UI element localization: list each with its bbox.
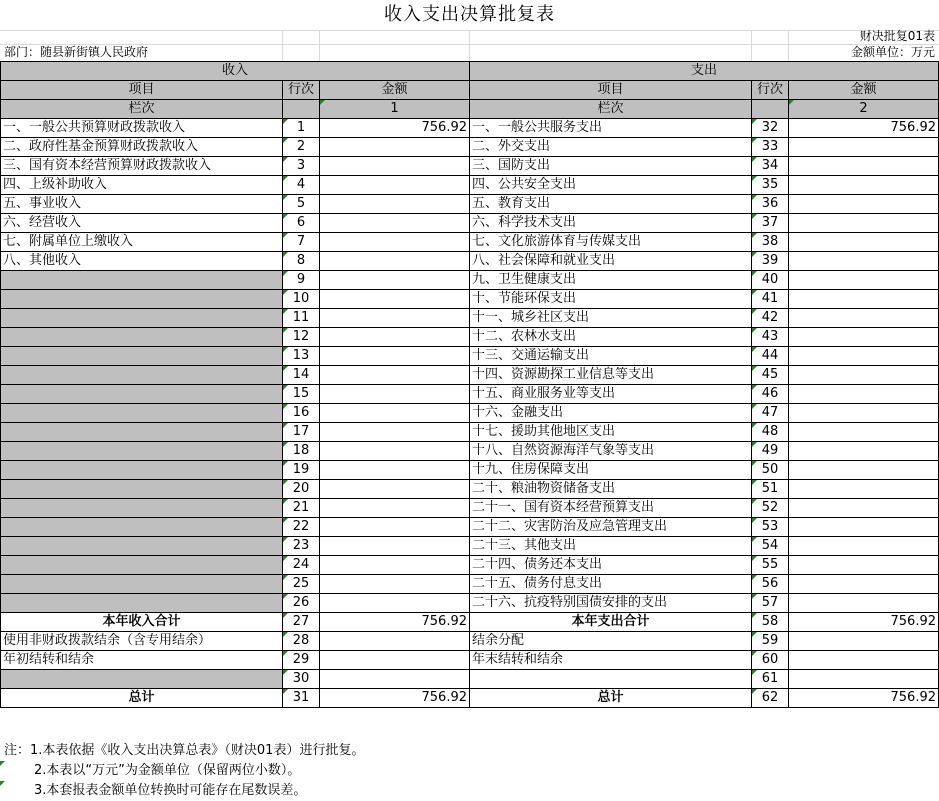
expense-amount-cell bbox=[789, 385, 939, 404]
table-row bbox=[1, 613, 939, 632]
income-item-cell bbox=[1, 461, 283, 480]
expense-amount-cell bbox=[789, 556, 939, 575]
income-rowno-cell: 21 bbox=[283, 499, 320, 518]
income-amount-cell bbox=[320, 328, 470, 347]
income-rowno-cell: 12 bbox=[283, 328, 320, 347]
income-item-cell bbox=[1, 537, 283, 556]
income-rowno-cell: 19 bbox=[283, 461, 320, 480]
expense-rowno-cell: 37 bbox=[752, 214, 789, 233]
table-row bbox=[1, 328, 939, 347]
expense-rowno-cell: 49 bbox=[752, 442, 789, 461]
expense-item-cell: 七、文化旅游体育与传媒支出 bbox=[470, 233, 752, 252]
expense-amount-cell: 756.92 bbox=[789, 613, 939, 632]
table-row bbox=[1, 214, 939, 233]
income-item-cell bbox=[1, 594, 283, 613]
table-row bbox=[1, 442, 939, 461]
expense-rowno-cell: 41 bbox=[752, 290, 789, 309]
note-2: 2.本表以“万元”为金额单位（保留两位小数）。 bbox=[34, 763, 301, 778]
expense-item-cell: 二十、粮油物资储备支出 bbox=[470, 480, 752, 499]
expense-rowno-cell: 35 bbox=[752, 176, 789, 195]
income-rowno-cell: 28 bbox=[283, 632, 320, 651]
income-amount-cell bbox=[320, 556, 470, 575]
income-section-header: 收入 bbox=[1, 62, 470, 81]
income-rowno-cell: 25 bbox=[283, 575, 320, 594]
income-item-cell bbox=[1, 442, 283, 461]
note-flag-marker bbox=[0, 761, 5, 766]
expense-amount-cell bbox=[789, 594, 939, 613]
expense-item-cell: 六、科学技术支出 bbox=[470, 214, 752, 233]
expense-rowno-cell: 53 bbox=[752, 518, 789, 537]
expense-amount-cell bbox=[789, 670, 939, 689]
income-item-cell: 八、其他收入 bbox=[1, 252, 283, 271]
income-item-cell: 五、事业收入 bbox=[1, 195, 283, 214]
budget-table bbox=[0, 61, 939, 708]
income-item-cell: 年初结转和结余 bbox=[1, 651, 283, 670]
income-item-cell bbox=[1, 499, 283, 518]
expense-rowno-cell: 57 bbox=[752, 594, 789, 613]
table-row bbox=[1, 499, 939, 518]
table-row bbox=[1, 347, 939, 366]
expense-item-cell: 十九、住房保障支出 bbox=[470, 461, 752, 480]
table-row bbox=[1, 480, 939, 499]
income-item-cell: 本年收入合计 bbox=[1, 613, 283, 632]
expense-item-cell: 二十四、债务还本支出 bbox=[470, 556, 752, 575]
expense-col-empty bbox=[752, 100, 789, 119]
expense-item-cell: 二十六、抗疫特别国债安排的支出 bbox=[470, 594, 752, 613]
expense-rowno-cell: 39 bbox=[752, 252, 789, 271]
expense-rowno-cell: 38 bbox=[752, 233, 789, 252]
expense-item-cell: 三、国防支出 bbox=[470, 157, 752, 176]
expense-section-header: 支出 bbox=[470, 62, 939, 81]
expense-rowno-cell: 47 bbox=[752, 404, 789, 423]
expense-item-cell: 二十五、债务付息支出 bbox=[470, 575, 752, 594]
income-item-cell bbox=[1, 670, 283, 689]
income-amount-header: 金额 bbox=[320, 81, 470, 100]
income-rowno-cell: 17 bbox=[283, 423, 320, 442]
income-item-cell bbox=[1, 404, 283, 423]
expense-amount-cell: 756.92 bbox=[789, 689, 939, 708]
expense-amount-cell bbox=[789, 366, 939, 385]
income-amount-cell bbox=[320, 214, 470, 233]
income-item-cell bbox=[1, 290, 283, 309]
expense-amount-cell: 756.92 bbox=[789, 119, 939, 138]
table-row bbox=[1, 290, 939, 309]
income-col-empty bbox=[283, 100, 320, 119]
income-rowno-cell: 10 bbox=[283, 290, 320, 309]
income-col-label: 栏次 bbox=[1, 100, 283, 119]
income-amount-cell bbox=[320, 594, 470, 613]
expense-item-cell: 八、社会保障和就业支出 bbox=[470, 252, 752, 271]
table-row bbox=[1, 119, 939, 138]
income-amount-cell bbox=[320, 233, 470, 252]
expense-item-cell: 二十一、国有资本经营预算支出 bbox=[470, 499, 752, 518]
table-row bbox=[1, 404, 939, 423]
income-rowno-cell: 7 bbox=[283, 233, 320, 252]
expense-rowno-cell: 45 bbox=[752, 366, 789, 385]
income-amount-cell bbox=[320, 157, 470, 176]
expense-item-cell: 二十二、灾害防治及应急管理支出 bbox=[470, 518, 752, 537]
table-row bbox=[1, 632, 939, 651]
expense-amount-cell bbox=[789, 404, 939, 423]
expense-item-cell: 十五、商业服务业等支出 bbox=[470, 385, 752, 404]
table-row bbox=[1, 575, 939, 594]
expense-amount-cell bbox=[789, 423, 939, 442]
expense-item-cell: 四、公共安全支出 bbox=[470, 176, 752, 195]
expense-amount-cell bbox=[789, 480, 939, 499]
income-rowno-cell: 26 bbox=[283, 594, 320, 613]
income-item-cell: 六、经营收入 bbox=[1, 214, 283, 233]
income-amount-cell bbox=[320, 670, 470, 689]
expense-rowno-cell: 59 bbox=[752, 632, 789, 651]
note-1: 注：1.本表依据《收入支出决算总表》（财决01表）进行批复。 bbox=[4, 743, 365, 758]
expense-amount-cell bbox=[789, 214, 939, 233]
expense-amount-cell bbox=[789, 195, 939, 214]
expense-item-cell bbox=[470, 670, 752, 689]
expense-rowno-cell: 60 bbox=[752, 651, 789, 670]
expense-amount-cell bbox=[789, 290, 939, 309]
income-amount-cell: 756.92 bbox=[320, 613, 470, 632]
table-row bbox=[1, 138, 939, 157]
expense-rowno-cell: 51 bbox=[752, 480, 789, 499]
income-amount-cell bbox=[320, 252, 470, 271]
notes bbox=[4, 741, 364, 801]
expense-rowno-cell: 61 bbox=[752, 670, 789, 689]
income-item-cell bbox=[1, 271, 283, 290]
expense-rowno-cell: 58 bbox=[752, 613, 789, 632]
table-row bbox=[1, 157, 939, 176]
income-rowno-cell: 30 bbox=[283, 670, 320, 689]
income-amount-cell bbox=[320, 404, 470, 423]
income-rowno-cell: 8 bbox=[283, 252, 320, 271]
page-title: 收入支出决算批复表 bbox=[384, 4, 555, 25]
table-row bbox=[1, 670, 939, 689]
note-flag-marker bbox=[0, 781, 5, 786]
income-rowno-cell: 11 bbox=[283, 309, 320, 328]
expense-rowno-cell: 34 bbox=[752, 157, 789, 176]
income-item-cell bbox=[1, 518, 283, 537]
income-amount-cell bbox=[320, 442, 470, 461]
income-amount-cell bbox=[320, 537, 470, 556]
income-rowno-header: 行次 bbox=[283, 81, 320, 100]
expense-item-cell: 十四、资源勘探工业信息等支出 bbox=[470, 366, 752, 385]
expense-rowno-cell: 43 bbox=[752, 328, 789, 347]
expense-item-cell: 本年支出合计 bbox=[470, 613, 752, 632]
note-3: 3.本套报表金额单位转换时可能存在尾数误差。 bbox=[34, 783, 307, 798]
income-amount-cell bbox=[320, 271, 470, 290]
income-rowno-cell: 24 bbox=[283, 556, 320, 575]
income-amount-cell bbox=[320, 632, 470, 651]
income-amount-cell bbox=[320, 195, 470, 214]
expense-item-cell: 十三、交通运输支出 bbox=[470, 347, 752, 366]
income-amount-cell bbox=[320, 385, 470, 404]
column-header-row bbox=[1, 81, 939, 100]
expense-rowno-cell: 52 bbox=[752, 499, 789, 518]
income-rowno-cell: 6 bbox=[283, 214, 320, 233]
table-row bbox=[1, 309, 939, 328]
income-item-cell bbox=[1, 480, 283, 499]
expense-rowno-cell: 62 bbox=[752, 689, 789, 708]
expense-item-cell: 五、教育支出 bbox=[470, 195, 752, 214]
expense-item-cell: 十八、自然资源海洋气象等支出 bbox=[470, 442, 752, 461]
income-rowno-cell: 2 bbox=[283, 138, 320, 157]
expense-item-cell: 二、外交支出 bbox=[470, 138, 752, 157]
income-amount-cell: 756.92 bbox=[320, 119, 470, 138]
income-item-cell bbox=[1, 347, 283, 366]
expense-rowno-cell: 36 bbox=[752, 195, 789, 214]
table-row bbox=[1, 556, 939, 575]
income-rowno-cell: 14 bbox=[283, 366, 320, 385]
expense-item-cell: 总计 bbox=[470, 689, 752, 708]
income-rowno-cell: 5 bbox=[283, 195, 320, 214]
income-amount-cell bbox=[320, 461, 470, 480]
income-rowno-cell: 16 bbox=[283, 404, 320, 423]
note-3-line bbox=[4, 781, 364, 801]
department-label: 部门：随县新街镇人民政府 bbox=[4, 45, 149, 59]
income-item-cell: 三、国有资本经营预算财政拨款收入 bbox=[1, 157, 283, 176]
expense-item-cell: 十二、农林水支出 bbox=[470, 328, 752, 347]
income-item-cell bbox=[1, 556, 283, 575]
expense-amount-cell bbox=[789, 271, 939, 290]
income-amount-cell bbox=[320, 575, 470, 594]
expense-rowno-cell: 54 bbox=[752, 537, 789, 556]
expense-col-number: 2 bbox=[789, 100, 939, 119]
expense-amount-cell bbox=[789, 575, 939, 594]
income-item-cell: 二、政府性基金预算财政拨款收入 bbox=[1, 138, 283, 157]
income-amount-cell bbox=[320, 651, 470, 670]
income-amount-cell bbox=[320, 290, 470, 309]
table-row bbox=[1, 423, 939, 442]
income-item-cell: 使用非财政拨款结余（含专用结余） bbox=[1, 632, 283, 651]
income-amount-cell bbox=[320, 366, 470, 385]
income-rowno-cell: 20 bbox=[283, 480, 320, 499]
income-item-header: 项目 bbox=[1, 81, 283, 100]
income-amount-cell bbox=[320, 309, 470, 328]
income-rowno-cell: 13 bbox=[283, 347, 320, 366]
expense-rowno-cell: 44 bbox=[752, 347, 789, 366]
income-amount-cell bbox=[320, 518, 470, 537]
income-amount-cell bbox=[320, 176, 470, 195]
expense-amount-cell bbox=[789, 309, 939, 328]
income-amount-cell bbox=[320, 480, 470, 499]
income-amount-cell bbox=[320, 423, 470, 442]
expense-item-cell: 结余分配 bbox=[470, 632, 752, 651]
income-item-cell bbox=[1, 385, 283, 404]
expense-rowno-cell: 46 bbox=[752, 385, 789, 404]
expense-item-cell: 年末结转和结余 bbox=[470, 651, 752, 670]
table-row bbox=[1, 594, 939, 613]
expense-amount-cell bbox=[789, 499, 939, 518]
expense-amount-cell bbox=[789, 328, 939, 347]
table-row bbox=[1, 651, 939, 670]
income-rowno-cell: 3 bbox=[283, 157, 320, 176]
unit-label: 金额单位：万元 bbox=[850, 45, 935, 59]
table-row bbox=[1, 366, 939, 385]
income-amount-cell bbox=[320, 499, 470, 518]
table-row bbox=[1, 176, 939, 195]
income-rowno-cell: 9 bbox=[283, 271, 320, 290]
table-row bbox=[1, 252, 939, 271]
income-item-cell bbox=[1, 575, 283, 594]
expense-rowno-cell: 55 bbox=[752, 556, 789, 575]
expense-amount-cell bbox=[789, 138, 939, 157]
income-col-number: 1 bbox=[320, 100, 470, 119]
expense-amount-cell bbox=[789, 347, 939, 366]
income-amount-cell bbox=[320, 347, 470, 366]
expense-rowno-cell: 33 bbox=[752, 138, 789, 157]
expense-item-cell: 十一、城乡社区支出 bbox=[470, 309, 752, 328]
expense-rowno-cell: 32 bbox=[752, 119, 789, 138]
expense-amount-cell bbox=[789, 537, 939, 556]
expense-rowno-cell: 42 bbox=[752, 309, 789, 328]
table-row bbox=[1, 518, 939, 537]
table-row bbox=[1, 233, 939, 252]
expense-rowno-header: 行次 bbox=[752, 81, 789, 100]
expense-amount-cell bbox=[789, 157, 939, 176]
table-row bbox=[1, 461, 939, 480]
income-item-cell: 四、上级补助收入 bbox=[1, 176, 283, 195]
expense-rowno-cell: 48 bbox=[752, 423, 789, 442]
note-2-line bbox=[4, 761, 364, 781]
table-row bbox=[1, 195, 939, 214]
income-item-cell bbox=[1, 328, 283, 347]
income-rowno-cell: 23 bbox=[283, 537, 320, 556]
income-item-cell: 一、一般公共预算财政拨款收入 bbox=[1, 119, 283, 138]
table-row bbox=[1, 689, 939, 708]
expense-rowno-cell: 40 bbox=[752, 271, 789, 290]
form-code: 财决批复01表 bbox=[859, 29, 935, 43]
table-row bbox=[1, 271, 939, 290]
income-item-cell bbox=[1, 366, 283, 385]
expense-item-cell: 十、节能环保支出 bbox=[470, 290, 752, 309]
expense-rowno-cell: 56 bbox=[752, 575, 789, 594]
income-rowno-cell: 18 bbox=[283, 442, 320, 461]
expense-rowno-cell: 50 bbox=[752, 461, 789, 480]
income-item-cell: 总计 bbox=[1, 689, 283, 708]
expense-item-cell: 二十三、其他支出 bbox=[470, 537, 752, 556]
income-item-cell bbox=[1, 309, 283, 328]
income-item-cell bbox=[1, 423, 283, 442]
expense-amount-header: 金额 bbox=[789, 81, 939, 100]
expense-amount-cell bbox=[789, 461, 939, 480]
income-item-cell: 七、附属单位上缴收入 bbox=[1, 233, 283, 252]
table-row bbox=[1, 537, 939, 556]
expense-amount-cell bbox=[789, 518, 939, 537]
expense-amount-cell bbox=[789, 442, 939, 461]
expense-amount-cell bbox=[789, 176, 939, 195]
income-rowno-cell: 1 bbox=[283, 119, 320, 138]
income-rowno-cell: 15 bbox=[283, 385, 320, 404]
expense-item-cell: 十七、援助其他地区支出 bbox=[470, 423, 752, 442]
income-amount-cell: 756.92 bbox=[320, 689, 470, 708]
expense-col-label: 栏次 bbox=[470, 100, 752, 119]
expense-item-header: 项目 bbox=[470, 81, 752, 100]
income-rowno-cell: 27 bbox=[283, 613, 320, 632]
expense-amount-cell bbox=[789, 233, 939, 252]
income-rowno-cell: 22 bbox=[283, 518, 320, 537]
expense-item-cell: 一、一般公共服务支出 bbox=[470, 119, 752, 138]
expense-amount-cell bbox=[789, 632, 939, 651]
expense-item-cell: 九、卫生健康支出 bbox=[470, 271, 752, 290]
table-row bbox=[1, 385, 939, 404]
income-rowno-cell: 29 bbox=[283, 651, 320, 670]
income-amount-cell bbox=[320, 138, 470, 157]
expense-item-cell: 十六、金融支出 bbox=[470, 404, 752, 423]
income-rowno-cell: 4 bbox=[283, 176, 320, 195]
section-header-row bbox=[1, 62, 939, 81]
column-index-row bbox=[1, 100, 939, 119]
expense-amount-cell bbox=[789, 252, 939, 271]
income-rowno-cell: 31 bbox=[283, 689, 320, 708]
expense-amount-cell bbox=[789, 651, 939, 670]
